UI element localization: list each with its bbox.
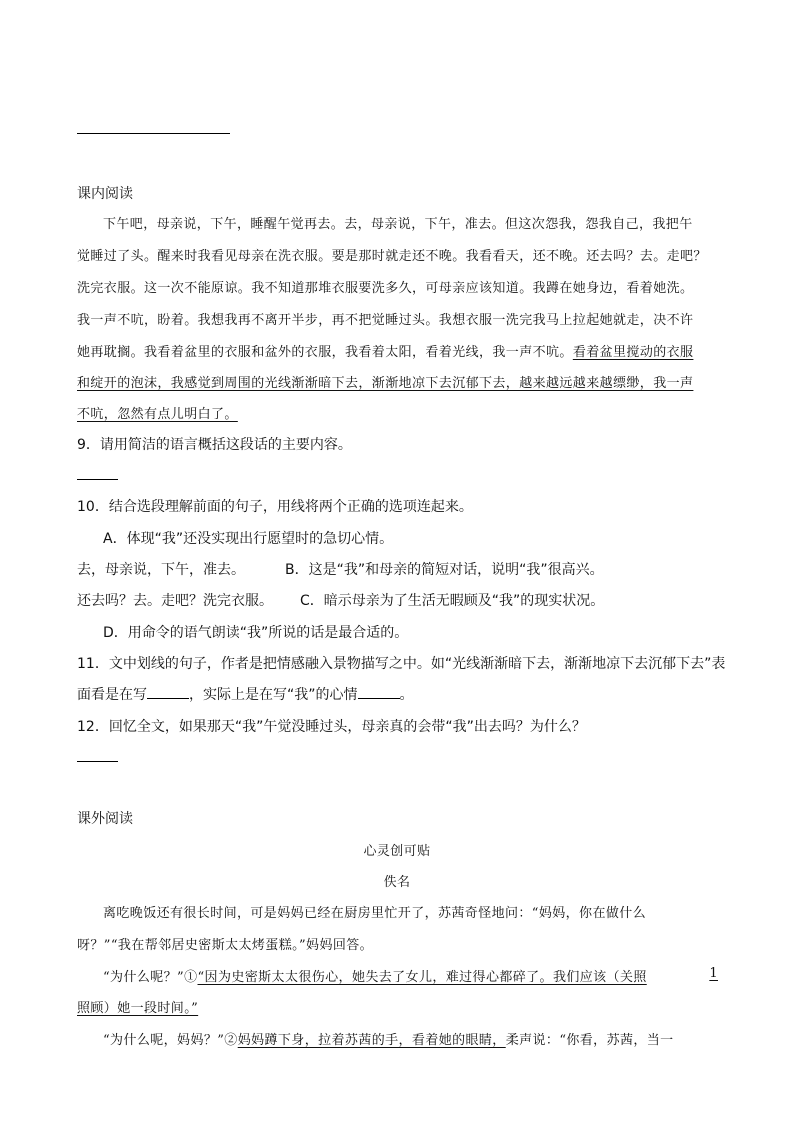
quote-left-2[interactable]: 还去吗？去。走吧？洗完衣服。 bbox=[77, 593, 273, 609]
passage-line bbox=[77, 341, 693, 360]
passage-text: 她再耽搁。我看着盆里的衣服和盆外的衣服，我看着太阳，看着光线，我一声不吭。 bbox=[77, 345, 573, 360]
article-title: 心灵创可贴 bbox=[363, 844, 431, 859]
article-text: “为什么呢？”① bbox=[103, 970, 198, 985]
question-10-stem: 10．结合选段理解前面的句子，用线将两个正确的选项连起来。 bbox=[77, 499, 473, 515]
article-line bbox=[103, 1029, 674, 1048]
underlined-sentence-2: 妈妈蹲下身，拉着苏茜的手，看着她的眼睛， bbox=[237, 1033, 506, 1048]
underlined-sentence-1: 照顾）她一段时间。” bbox=[77, 1001, 199, 1016]
article-text: “为什么呢，妈妈？”② bbox=[103, 1033, 238, 1048]
blank-2[interactable] bbox=[358, 685, 400, 699]
option-a[interactable]: A．体现“我”还没实现出行愿望时的急切心情。 bbox=[103, 531, 394, 547]
question-12: 12．回忆全文，如果那天“我”午觉没睡过头，母亲真的会带“我”出去吗？为什么？ bbox=[77, 719, 586, 735]
article-line: 呀？”“我在帮邻居史密斯太太烤蛋糕。”妈妈回答。 bbox=[77, 938, 374, 953]
passage-line: 觉睡过了头。醒来时我看见母亲在洗衣服。要是那时就走还不晚。我看看天，还不晚。还去吗？去。走吧？ bbox=[77, 249, 707, 264]
underlined-sentence-1: “因为史密斯太太很伤心，她失去了女儿，难过得心都碎了。我们应该（关照 bbox=[197, 970, 647, 985]
article-line bbox=[103, 966, 718, 985]
section-heading-extracurricular: 课外阅读 bbox=[77, 811, 133, 827]
quote-left-1[interactable]: 去，母亲说，下午，准去。 bbox=[77, 562, 245, 578]
option-d[interactable]: D．用命令的语气朗读“我”所说的话是最合适的。 bbox=[103, 625, 409, 641]
section-heading-in-class: 课内阅读 bbox=[77, 186, 133, 202]
q11-text: 面看是在写 bbox=[77, 687, 147, 703]
q11-text: ，实际上是在写“我”的心情 bbox=[189, 687, 358, 703]
answer-line-12[interactable] bbox=[77, 761, 118, 762]
passage-line: 我一声不吭，盼着。我想我再不离开半步，再不把觉睡过头。我想衣服一洗完我马上拉起她就走，决不许 bbox=[77, 313, 694, 328]
question-11-line-2 bbox=[77, 684, 414, 704]
option-b[interactable]: B．这是“我”和母亲的简短对话，说明“我”很高兴。 bbox=[285, 562, 604, 578]
underlined-sentence: 和绽开的泡沫，我感觉到周围的光线渐渐暗下去，渐渐地凉下去沉郁下去，越来越远越来越缥缈，我一声 bbox=[77, 376, 694, 391]
blank-number: 1 bbox=[709, 966, 718, 981]
question-11-line-1: 11．文中划线的句子，作者是把情感融入景物描写之中。如“光线渐渐暗下去，渐渐地凉下去沉郁下去”表 bbox=[77, 656, 726, 672]
q11-text: 。 bbox=[399, 687, 414, 703]
option-c[interactable]: C．暗示母亲为了生活无暇顾及“我”的现实状况。 bbox=[300, 593, 605, 609]
article-text: 柔声说：“你看，苏茜，当一 bbox=[505, 1033, 674, 1048]
underlined-sentence: 不吭，忽然有点儿明白了。 bbox=[77, 407, 238, 422]
top-rule bbox=[77, 133, 230, 134]
passage-line: 下午吧，母亲说，下午，睡醒午觉再去。去，母亲说，下午，准去。但这次怨我，怨我自己，我把午 bbox=[103, 217, 693, 232]
answer-line-9[interactable] bbox=[77, 479, 118, 480]
question-9: 9．请用简洁的语言概括这段话的主要内容。 bbox=[77, 437, 352, 453]
article-line: 离吃晚饭还有很长时间，可是妈妈已经在厨房里忙开了，苏茜奇怪地问：“妈妈，你在做什么 bbox=[103, 906, 647, 921]
blank-1[interactable] bbox=[147, 685, 189, 699]
underlined-sentence: 看着盆里搅动的衣服 bbox=[572, 345, 694, 360]
passage-line: 洗完衣服。这一次不能原谅。我不知道那堆衣服要洗多久，可母亲应该知道。我蹲在她身边，看着她洗。 bbox=[77, 281, 694, 296]
article-author: 佚名 bbox=[383, 875, 411, 890]
